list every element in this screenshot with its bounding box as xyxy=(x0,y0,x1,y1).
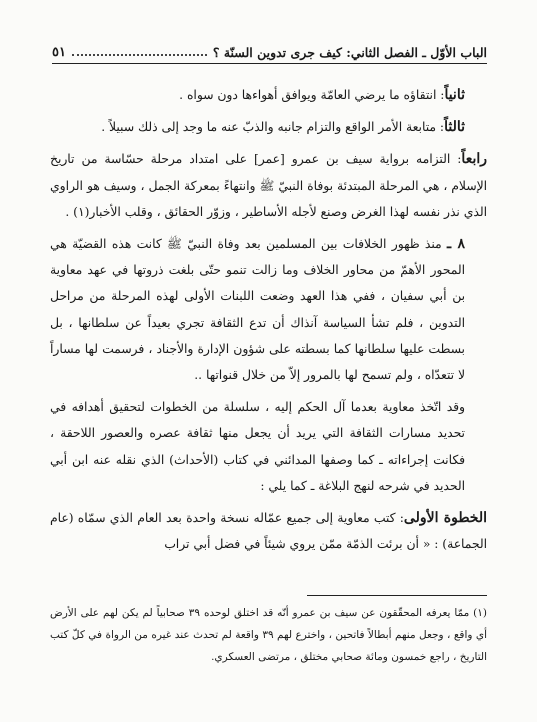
paragraph-fourth xyxy=(50,146,487,225)
paragraph-first-step xyxy=(50,505,487,557)
header-title: الباب الأوّل ـ الفصل الثاني: كيف جرى تدوين السنّة ؟ xyxy=(212,45,487,60)
paragraph-text: : متابعة الأمر الواقع والتزام جانبه والذبّ عنه ما وجد إلى ذلك سبيلاً . xyxy=(101,120,445,135)
running-header xyxy=(52,38,487,64)
paragraph-text: منذ ظهور الخلافات بين المسلمين بعد وفاة النبيّ ﷺ كانت هذه القضيّة هي المحور الأهمّ من محاور الخلاف وما زالت تنمو حتّى بلغت ذروتها في عهد معاوية بن أبي سفيان ، ففي هذا العهد وضعت اللبنات الأولى لهذه المرحلة من مراحل التدوين ، فلم تشأ السياسة آنذاك أن تدع الثقافة تجري بعيداً عن سلطانها ، بل بسطت عليها سلطانها كما بسطته على شؤون الإدارة والأجناد ، فرسمت لها مساراً لا تتعدّاه ، ولم تسمح لها بالمرور إلاّ من خلال قنواتها .. xyxy=(50,237,465,383)
paragraph-lead: رابعاً xyxy=(461,151,487,168)
paragraph-item-8 xyxy=(50,231,487,388)
paragraph-lead: ثانياً xyxy=(444,87,465,103)
paragraph-text: : انتقاؤه ما يرضي العامّة ويوافق أهواءها دون سواه . xyxy=(179,88,445,102)
paragraph-text: وقد اتّخذ معاوية بعدما آل الحكم إليه ، سلسلة من الخطوات لتحقيق أهدافه في تحديد مسارات الثقافة التي يريد أن يجعل منها ثقافة عصره والعصور اللاحقة ، فكانت إجراءاته ـ كما وصفها المدائني في كتاب (الأحداث) الذي نقله عنه ابن أبي الحديد في شرحه لنهج البلاغة ـ كما يلي : xyxy=(50,400,465,493)
page-body xyxy=(50,82,487,557)
paragraph-second xyxy=(50,82,487,108)
footnote xyxy=(50,602,487,668)
paragraph-lead: ٨ ـ xyxy=(447,236,466,253)
footnote-text: (١) ممّا يعرفه المحقّقون عن سيف بن عمرو أنّه قد اختلق لوحده ٣٩ صحابياً لم يكن لهم على الأرض أي واقع ، وجعل منهم أبطالاً فاتحين ، واخترع لهم ٣٩ واقعة لم تحدث عند غيره من الرواة في كلّ كتب التاريخ ، راجع خمسون ومائة صحابي مختلق ، مرتضى العسكري. xyxy=(50,607,487,663)
paragraph-lead: ثالثاً xyxy=(444,119,465,136)
paragraph-lead: الخطوة الأولى xyxy=(403,510,488,527)
paragraph-third xyxy=(50,114,487,140)
paragraph-text: : كتب معاوية إلى جميع عمّاله نسخة واحدة بعد العام الذي سمّاه (عام الجماعة) : « أن برئت الذمّة ممّن يروي شيئاً في فضل أبي تراب xyxy=(50,511,487,552)
paragraph-text: : التزامه برواية سيف بن عمرو [عمر] على امتداد مرحلة حسّاسة من تاريخ الإسلام ، هي المرحلة المبتدئة بوفاة النبيّ ﷺ وانتهاءً بمعركة الجمل ، وسيف هو الراوي الذي نذر نفسه لهذا الغرض وصنع لأجله الأساطير ، وزوّر الحقائق ، وقلب الأخبار(١) . xyxy=(50,152,487,219)
footnote-divider xyxy=(307,595,487,596)
page-number: ٥١ xyxy=(52,45,66,60)
header-dot-leader xyxy=(72,54,207,56)
paragraph-muawiya-steps xyxy=(50,394,487,499)
